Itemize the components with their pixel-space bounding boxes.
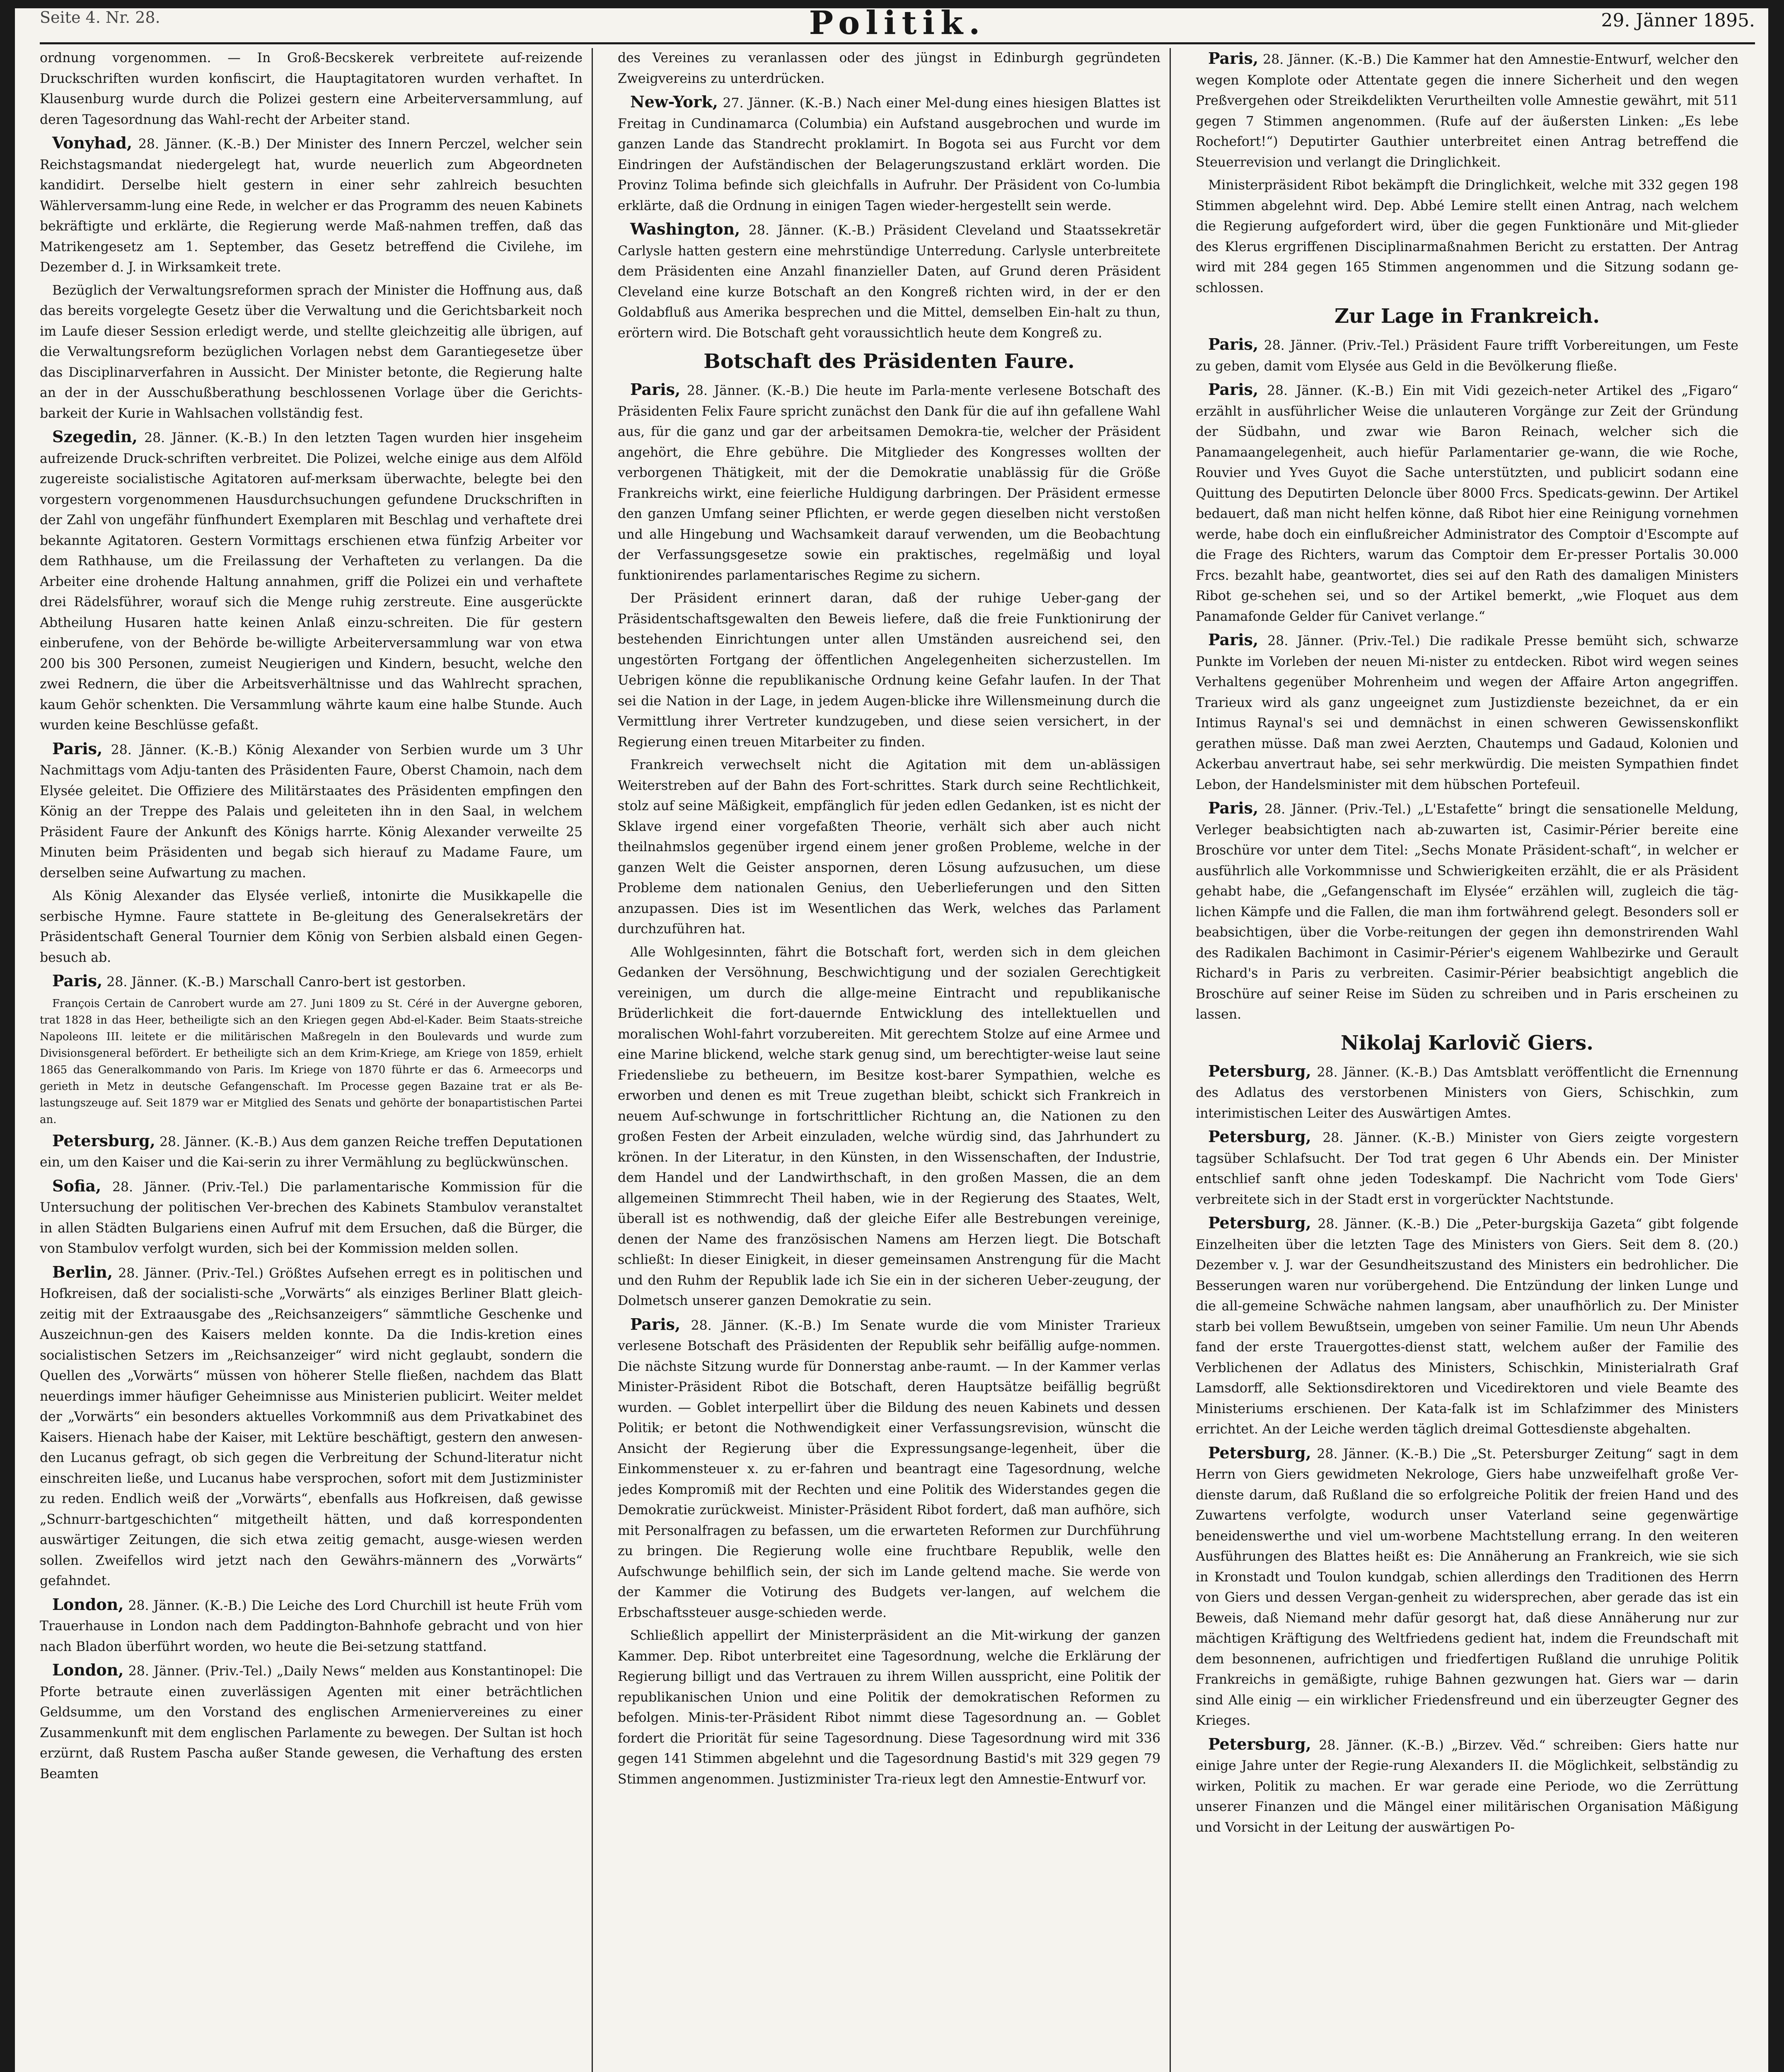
dateline: London,: [52, 1661, 124, 1679]
dateline: Paris,: [1208, 799, 1259, 817]
article-text: 28. Jänner. (K.-B.) Ein mit Vidi gezeich-neter Artikel des „Figaro“ erzählt in ausführlicher Weise die unlauteren Vorgänge zur Zeit der Gründung der Südbahn, und zwar wie Baron Reinach, welcher sich die Panamaangelegenheit, auch hiefür Parlamentarier ge-wann, die wie Roche, Rouvier und Yves Guyot die Sache unterstützten, und publicirt sodann eine Quittung des Deputirten Deloncle über 8000 Frcs. Spedicats-gewinn. Der Artikel bedauert, daß man nicht helfen könne, daß Ribot hier eine Reinigung vornehmen werde, habe doch ein einflußreicher Administrator des Comptoir d'Escompte auf die Frage des Richters, warum das Comptoir dem Er-presser Portalis 30.000 Frcs. bezahlt habe, geantwortet, dies sei auf den Rath des damaligen Ministers Ribot ge-schehen sei, und so der Artikel bemerkt, „wie Floquet aus dem Panamafonde Gelder für Canivet verlange.“: [1196, 383, 1738, 624]
article-text: 28. Jänner. (K.-B.) „Birzev. Věd.“ schreiben: Giers hatte nur einige Jahre unter der Regie-rung Alexanders II. die Möglichkeit, selbständig zu wirken, Politik zu machen. Er war gerade eine Periode, wo die Zerrüttung unserer Finanzen und die Mängel einer militärischen Organisation Mäßigung und Vorsicht in der Leitung der auswärtigen Po-: [1196, 1738, 1738, 1835]
dateline: Petersburg,: [52, 1131, 155, 1150]
dateline: Szegedin,: [52, 427, 138, 446]
article-text: 28. Jänner. (K.-B.) Die „Peter-burgskija Gazeta“ gibt folgende Einzelheiten über die letzten Tage des Ministers von Giers. Seit dem 8. (20.) Dezember v. J. war der Gesundheitszustand des Ministers ein bedrohlicher. Die Besserungen waren nur vorübergehend. Die Entzündung der linken Lunge und die all-gemeine Schwäche nahmen langsam, aber unaufhörlich zu. Der Minister starb bei vollem Bewußtsein, umgeben von seiner Familie. Um neun Uhr Abends fand der erste Trauergottes-dienst statt, welchem außer der Familie des Verblichenen der Adlatus des Ministers, Schischkin, Ministerialrath Graf Lamsdorff, alle Sektionsdirektoren und Vicedirektoren und viele Beamte des Ministeriums erschienen. Der Kata-falk ist im Schlafzimmer des Ministers errichtet. An der Leiche werden täglich dreimal Gottesdienste abgehalten.: [1196, 1217, 1738, 1437]
article-paragraph: [618, 1314, 1160, 1624]
dateline: Paris,: [1208, 630, 1259, 649]
column-3-middle: [1196, 334, 1738, 1025]
article-text: 28. Jänner. (K.-B.) In den letzten Tagen wurden hier insgeheim aufreizende Druck-schriften verbreitet. Die Polizei, welche einige aus dem Alföld zugereiste socialistische Agitatoren auf-merksam überwachte, belegte bei den vorgestern vorgenommenen Hausdurchsuchungen gefundene Druckschriften in der Zahl von ungefähr fünfhundert Exemplaren mit Beschlag und verhaftete drei bekannte Agitatoren. Gestern Vormittags erschienen etwa fünfzig Arbeiter vor dem Rathhause, um die Freilassung der Verhafteten zu verlangen. Da die Arbeiter eine drohende Haltung annahmen, griff die Polizei ein und verhaftete drei Rädelsführer, worauf sich die Menge ruhig zerstreute. Eine ausgerückte Abtheilung Husaren hatte keinen Anlaß einzu-schreiten. Die für gestern einberufene, von der Behörde be-willigte Arbeiterversammlung war von etwa 200 bis 300 Personen, zumeist Neugierigen und Kindern, besucht, welche den zwei Rednern, die über die Arbeitsverhältnisse und das Wahlrecht sprachen, kaum Gehör schenkten. Die Versammlung währte kaum eine halbe Stunde. Auch wurden keine Beschlüsse gefaßt.: [40, 431, 583, 733]
article-paragraph: [1196, 175, 1738, 298]
article-paragraph: [40, 281, 583, 424]
dateline: Petersburg,: [1208, 1443, 1311, 1462]
dateline: Sofia,: [52, 1176, 102, 1195]
article-paragraph: [618, 755, 1160, 940]
column-divider: [592, 48, 593, 2072]
article-text: Als König Alexander das Elysée verließ, intonirte die Musikkapelle die serbische Hymne. Faure stattete in Be-gleitung des Generalsekretärs der Präsidentschaft General Tournier dem König von Serbien alsbald einen Gegen-besuch ab.: [40, 888, 583, 965]
article-text: 28. Jänner. (Priv.-Tel.) Größtes Aufsehen erregt es in politischen und Hofkreisen, daß der socialisti-sche „Vorwärts“ als einziges Berliner Blatt gleich-zeitig mit der Extraausgabe des „Reichsanzeigers“ sämmtliche Geschenke und Auszeichnun-gen des Kaisers melden konnte. Da die Indis-kretion eines socialistischen Setzers im „Reichsanzeiger“ wird nicht geglaubt, sondern die Quellen des „Vorwärts“ müssen von höherer Stelle fließen, nachdem das Blatt neuerdings immer häufiger Geheimnisse aus Ministerien publicirt. Weiter meldet der „Vorwärts“ ein besonders aktuelles Vorkommniß aus dem Privatkabinet des Kaisers. Hienach habe der Kaiser, mit Lektüre beschäftigt, gestern den anwesen-den Lucanus gefragt, ob sich gegen die Verbreitung der Schund-literatur nicht einschreiten ließe, und Lucanus habe versprochen, sofort mit dem Justizminister zu reden. Endlich weiß der „Vorwärts“, ebenfalls aus Hofkreisen, daß gewisse „Schnurr-bartgeschichten“ mitgetheilt hätten, und daß korrespondenten auswärtiger Zeitungen, die sich etwa zeitig gemacht, ausge-wiesen werden sollen. Zweifellos wird jetzt nach den Gewährs-männern des „Vorwärts“ gefahndet.: [40, 1266, 583, 1588]
article-paragraph: [40, 426, 583, 736]
article-text: 28. Jänner. (K.-B.) König Alexander von Serbien wurde um 3 Uhr Nachmittags vom Adju-tanten des Präsidenten Faure, Oberst Chamoin, nach dem Elysée geleitet. Die Offiziere des Militärstaates des Präsidenten empfingen den König an der Treppe des Palais und geleiteten ihn in den Saal, in welchem Präsident Faure der Ankunft des Königs harrte. König Alexander verweilte 25 Minuten beim Präsidenten und begab sich hierauf zu Madame Faure, um derselben seine Aufwartung zu machen.: [40, 742, 583, 881]
article-paragraph: [1196, 1213, 1738, 1440]
section-heading: Nikolaj Karlovič Giers.: [1340, 1031, 1593, 1055]
dateline: Paris,: [1208, 49, 1259, 68]
article-text: 28. Jänner. (K.-B.) Minister von Giers zeigte vorgestern tagsüber Schlafsucht. Der Tod trat gegen 6 Uhr Abends ein. Der Minister entschlief sanft ohne jeden Todeskampf. Die Nachricht vom Tode Giers' verbreitete sich in der Stadt erst in vorgerückter Nachtstunde.: [1196, 1130, 1738, 1207]
article-paragraph: [40, 48, 583, 130]
article-paragraph: [40, 133, 583, 278]
article-text: 28. Jänner. (Priv.-Tel.) „L'Estafette“ bringt die sensationelle Meldung, Verleger beabsichtigten nach ab-zuwarten ist, Casimir-Périer bereite eine Broschüre vor unter dem Titel: „Sechs Monate Präsident-schaft“, in welcher er ausführlich alle Vorkommnisse und Schwierigkeiten erzählt, die er als Präsident gehabt habe, die „Gefangenschaft im Elysée“ erzählen will, zugleich die täg-lichen Kämpfe und die Fallen, die man ihm fortwährend gelegt. Besonders soll er beabsichtigen, über die Vorbe-reitungen der gegen ihn demonstrirenden Wahl des Radikalen Bachimont in Casimir-Périer's eigenem Wahlbezirke und Gerault Richard's in Paris zu verbreiten. Casimir-Périer beabsichtigt angeblich die Broschüre auf seiner Reise im Süden zu schreiben und in Paris erscheinen zu lassen.: [1196, 802, 1738, 1022]
article-paragraph: [618, 379, 1160, 586]
dateline: Petersburg,: [1208, 1127, 1311, 1146]
article-paragraph: [1196, 1061, 1738, 1124]
article-text: 28. Jänner. (K.-B.) Die heute im Parla-mente verlesene Botschaft des Präsidenten Felix Faure spricht zunächst den Dank für die auf ihn gefallene Wahl aus, für die ganz und gar der arbeitsamen Demokra-tie, welcher der Präsident angehört, die Ehre gebühre. Die Mitglieder des Kongresses wollten der verborgenen Thätigkeit, mit der die Demokratie unablässig für die Größe Frankreichs wirkt, eine feierliche Huldigung darbringen. Der Präsident ermesse den ganzen Umfang seiner Pflichten, er werde gegen dieselben nicht verstoßen und alle Hingebung und Wachsamkeit darauf verwenden, um die Beobachtung der Verfassungsgesetze sowie ein praktisches, regelmäßig und loyal funktionirendes parlamentarisches Regime zu sichern.: [618, 383, 1160, 583]
header-rule: [40, 42, 1755, 44]
article-text: 28. Jänner. (Priv.-Tel.) Die parlamentarische Kommission für die Untersuchung der politischen Ver-brechen des Kabinets Stambulov veranstaltet in allen Städten Bulgariens einen Aufruf mit dem Ersuchen, daß die Bürger, die von Stambulov verfolgt wurden, sich bei der Kommission melden sollen.: [40, 1179, 583, 1256]
article-paragraph: [1196, 1443, 1738, 1731]
article-paragraph: [1196, 1734, 1738, 1838]
article-text: 28. Jänner. (K.-B.) Im Senate wurde die vom Minister Trarieux verlesene Botschaft des Präsidenten der Republik sehr beifällig aufge-nommen. Die nächste Sitzung wurde für Donnerstag anbe-raumt. — In der Kammer verlas Minister-Präsident Ribot die Botschaft, deren Hauptsätze beifällig begrüßt wurden. — Goblet interpellirt über die Bildung des neuen Kabinets und dessen Politik; er betont die Nothwendigkeit einer Verfassungsrevision, wünscht die Ansicht der Regierung über die Expressungsange-legenheit, über die Einkommensteuer x. zu er-fahren und beantragt eine Tagesordnung, welche jedes Kompromiß mit der Rechten und eine Politik des Widerstandes gegen die Demokratie zurückweist. Minister-Präsident Ribot fordert, daß man aufhöre, sich mit Personalfragen zu befassen, um die erwarteten Reformen zur Durchführung zu bringen. Die Regierung wolle eine fruchtbare Republik, welle den Aufschwunge behilflich sein, der sich im Lande geltend mache. Sie werde von der Kammer die Votirung des Budgets ver-langen, auf welchem die Erbschaftssteuer ausge-schieden werde.: [618, 1318, 1160, 1620]
newspaper-page: [15, 8, 1768, 2072]
article-text: 28. Jänner. (K.-B.) Präsident Cleveland und Staatssekretär Carlysle hatten gestern eine mehrstündige Unterredung. Carlysle unterbreitete dem Präsidenten eine Anzahl finanzieller Daten, auf Grund deren Präsident Cleveland eine kurze Botschaft an den Kongreß richten wird, in der er den Goldabfluß aus Amerika besprechen und die Mittel, demselben Ein-halt zu thun, erörtern wird. Die Botschaft geht voraussichtlich heute dem Kongreß zu.: [618, 223, 1160, 341]
article-text: Der Präsident erinnert daran, daß der ruhige Ueber-gang der Präsidentschaftsgewalten den Beweis liefere, daß die freie Funktionirung der bestehenden Einrichtungen unter allen Umständen ausreichend sei, den ungestörten Fortgang der öffentlichen Angelegenheiten sicherzustellen. Im Uebrigen könne die republikanische Ordnung keine Gefahr laufen. In der That sei die Nation in der Lage, in jedem Augen-blicke ihre Willensmeinung durch die Vermittlung ihrer Vertreter kundzugeben, und diese seien versichert, in der Regierung einen treuen Mitarbeiter zu finden.: [618, 591, 1160, 750]
article-text: Ministerpräsident Ribot bekämpft die Dringlichkeit, welche mit 332 gegen 198 Stimmen abgelehnt wird. Dep. Abbé Lemire stellt einen Antrag, nach welchem die Regierung aufgefordert wird, über die gegen Funktionäre und Mit-glieder des Klerus ergriffenen Disciplinarmaßnahmen Bericht zu erstatten. Der Antrag wird mit 284 gegen 165 Stimmen angenommen und die Sitzung sodann ge-schlossen.: [1196, 178, 1738, 295]
article-paragraph: [618, 942, 1160, 1312]
article-text: Alle Wohlgesinnten, fährt die Botschaft fort, werden sich in dem gleichen Gedanken der Versöhnung, Beschwichtigung und der sozialen Gerechtigkeit vereinigen, um durch die allge-meine Eintracht und republikanische Brüderlichkeit die fort-dauernde Entwicklung des intellektuellen und moralischen Wohl-fahrt vorzubereiten. Mit gerechtem Stolze auf eine Armee und eine Marine blickend, welche stark genug sind, um berechtigter-weise laut seine Friedensliebe zu betheuern, im Besitze kost-barer Sympathien, welche es erworben und denen es mit Treue zugethan bleibt, schickt sich Frankreich in neuem Auf-schwunge in fortschrittlicher Richtung an, die Nationen zu den großen Festen der Arbeit einzuladen, welche würdig sind, das Jahrhundert zu krönen. In der Literatur, in den Künsten, in den Wissenschaften, der Industrie, dem Handel und der Landwirthschaft, in den großen Massen, die an dem allgemeinen Stimmrecht Theil haben, wie in der Regierung des Staates, Welt, überall ist es nothwendig, daß der gleiche Eifer alle Bestrebungen vereinige, denen der Name des französischen Namens am Herzen liegt. Die Botschaft schließt: In dieser Einigkeit, in dieser gemeinsamen Anstrengung für die Macht und den Ruhm der Republik lade ich Sie ein in der sicheren Ueber-zeugung, der Dolmetsch unserer ganzen Demokratie zu sein.: [618, 944, 1160, 1308]
column-2: [618, 48, 1160, 2072]
article-text: des Vereines zu veranlassen oder des jüngst in Edinburgh gegründeten Zweigvereins zu unterdrücken.: [618, 51, 1160, 86]
article-paragraph: [1196, 798, 1738, 1025]
column-3-top: [1196, 48, 1738, 298]
article-text: Bezüglich der Verwaltungsreformen sprach der Minister die Hoffnung aus, daß das bereits vorgelegte Gesetz über die Verwaltung und die Gerichtsbarkeit noch im Laufe dieser Session erledigt werde, und stellte gleichzeitig alle übrigen, auf die Verwaltungsreform bezüglichen Vorlagen nebst dem Garantiegesetze über das Disciplinarverfahren in Aussicht. Der Minister betonte, die Regierung halte an der in der Ausschußberathung beschlossenen Vorlage über die Gerichts-barkeit der Kurie in Wahlsachen vollständig fest.: [40, 283, 583, 421]
dateline: Paris,: [52, 739, 103, 758]
article-paragraph: [40, 1130, 583, 1173]
article-paragraph: [40, 738, 583, 884]
article-paragraph: [618, 588, 1160, 753]
article-paragraph: [618, 1626, 1160, 1790]
page-number: Seite 4. Nr. 28.: [40, 8, 160, 27]
article-text: 28. Jänner. (K.-B.) Das Amtsblatt veröffentlicht die Ernennung des Adlatus des verstorbenen Ministers von Giers, Schischkin, zum interimistischen Leiter des Auswärtigen Amtes.: [1196, 1065, 1738, 1121]
dateline: Paris,: [1208, 380, 1259, 399]
article-text: 28. Jänner. (K.-B.) Die Leiche des Lord Churchill ist heute Früh vom Trauerhause in London nach dem Paddington-Bahnhofe gebracht und von hier nach Bladon überführt worden, wo heute die Bei-setzung stattfand.: [40, 1598, 583, 1654]
dateline: Washington,: [630, 220, 740, 238]
article-paragraph: [40, 1594, 583, 1658]
dateline: Petersburg,: [1208, 1734, 1311, 1753]
dateline: Petersburg,: [1208, 1213, 1311, 1232]
article-paragraph: [40, 886, 583, 968]
article-text: 28. Jänner. (Priv.-Tel.) Die radikale Presse bemüht sich, schwarze Punkte im Vorleben der neuen Mi-nister zu entdecken. Ribot wird wegen seines Verhaltens gegenüber Mohrenheim und wegen der Affaire Arton angegriffen. Trarieux wird als ganz ungeeignet zum Justizdienste bezeichnet, da er ein Intimus Raynal's sei und demnächst in einen schweren Gewissenskonflikt gerathen müsse. Daß man zwei Aerzten, Chautemps und Gadaud, Kolonien und Ackerbau anvertraut habe, sei sehr merkwürdig. Die meisten Sympathien findet Lebon, der Handelsminister mit dem hübschen Portefeuil.: [1196, 634, 1738, 792]
article-paragraph: [40, 1660, 583, 1784]
article-text: 28. Jänner. (Priv.-Tel.) „Daily News“ melden aus Konstantinopel: Die Pforte betraute einen zuverlässigen Agenten mit einer beträchtlichen Geldsumme, um den Vorstand des englischen Armeniervereines zu einer Zusammenkunft mit dem englischen Parlamente zu bewegen. Der Sultan ist hoch erzürnt, daß Rustem Pascha außer Stande gewesen, die Verhaftung des ersten Beamten: [40, 1664, 583, 1782]
dateline: New-York,: [630, 92, 718, 111]
article-paragraph: [1196, 1126, 1738, 1210]
dateline: Paris,: [630, 380, 681, 399]
article-text: Frankreich verwechselt nicht die Agitation mit dem un-ablässigen Weiterstreben auf der Bahn des Fort-schrittes. Stark durch seine Rechtlichkeit, stolz auf seine Mäßigkeit, empfänglich für jeden edlen Gedanken, ist es nicht der Sklave irgend einer vorgefaßten Theorie, verhält sich aber auch nicht theilnahmslos gegenüber irgend einem jener großen Probleme, welche in der ganzen Welt die Geister anspornen, deren Lösung aufzusuchen, um diese Probleme dem nationalen Genius, den Ueberlieferungen und den Sitten anzupassen. Dies ist im Wesentlichen das Werk, welches das Parlament durchzuführen hat.: [618, 758, 1160, 937]
article-text: Schließlich appellirt der Ministerpräsident an die Mit-wirkung der ganzen Kammer. Dep. Ribot unterbreitet eine Tagesordnung, welche die Erklärung der Regierung billigt und das Vertrauen zu ihrem Willen ausspricht, eine Politik der republikanischen Union und eine Politik der demokratischen Reformen zu befolgen. Minis-ter-Präsident Ribot nimmt diese Tagesordnung an. — Goblet fordert die Priorität für seine Tagesordnung. Diese Tagesordnung wird mit 336 gegen 141 Stimmen abgelehnt und die Tagesordnung Bastid's mit 329 gegen 79 Stimmen angenommen. Justizminister Tra-rieux legt den Amnestie-Entwurf vor.: [618, 1628, 1160, 1787]
article-paragraph: [618, 219, 1160, 344]
article-text: 28. Jänner. (K.-B.) Die Kammer hat den Amnestie-Entwurf, welcher den wegen Komplote oder Attentate gegen die innere Sicherheit und den wegen Preßvergehen oder Streikdelikten Verurtheilten volle Amnestie gewährt, mit 511 gegen 7 Stimmen angenommen. (Rufe auf der äußersten Linken: „Es lebe Rochefort!“) Deputirter Gauthier unterbreitet einen Antrag betreffend die Steuerrevision und verlangt die Dringlichkeit.: [1196, 52, 1738, 170]
dateline: Paris,: [52, 971, 103, 990]
article-paragraph: [1196, 334, 1738, 377]
article-paragraph: [1196, 379, 1738, 627]
dateline: Vonyhad,: [52, 133, 133, 152]
article-text: 28. Jänner. (K.-B.) Aus dem ganzen Reiche treffen Deputationen ein, um den Kaiser und die Kai-serin zu ihrer Vermählung zu beglückwünschen.: [40, 1134, 583, 1170]
dateline: London,: [52, 1595, 124, 1614]
section-heading: Botschaft des Präsidenten Faure.: [703, 350, 1075, 373]
article-text: ordnung vorgenommen. — In Groß-Becskerek verbreitete auf-reizende Druckschriften wurden konfiscirt, die Hauptagitatoren wurden verhaftet. In Klausenburg wurde durch die Polizei gestern eine Arbeiterversammlung, auf deren Tagesordnung das Wahl-recht der Arbeiter stand.: [40, 51, 583, 127]
article-text: 28. Jänner. (K.-B.) Die „St. Petersburger Zeitung“ sagt in dem Herrn von Giers gewidmeten Nekrologe, Giers habe unzweifelhaft große Ver-dienste darum, daß Rußland die so erfolgreiche Politik der freien Hand und des Zuwartens verfolgte, wodurch unser Vaterland seine gegenwärtige beneidenswerthe und viel um-worbene Machtstellung errang. In den weiteren Ausführungen des Blattes heißt es: Die Annäherung an Frankreich, wie sie sich in Kronstadt und Toulon kundgab, schien allerdings den Traditionen des Herrn von Giers und dessen Vergan-genheit zu widersprechen, aber gerade das ist ein Beweis, daß Niemand mehr dafür gesorgt hat, daß diese Annäherung nur zur mächtigen Kräftigung des Weltfriedens gedient hat, indem die Freundschaft mit dem besonnenen, aufrichtigen und friedfertigen Rußland die unruhige Politik Frankreichs in gemäßigte, ruhige Bahnen gezwungen hat. Giers war — darin sind Alle einig — ein wirklicher Friedensfreund und ein überzeugter Gegner des Krieges.: [1196, 1446, 1738, 1728]
column-divider: [1170, 48, 1171, 2072]
column-2-top: [618, 48, 1160, 344]
section-heading: Zur Lage in Frankreich.: [1334, 305, 1600, 328]
article-text: 28. Jänner. (K.-B.) Der Minister des Innern Perczel, welcher sein Reichstagsmandat niedergelegt hat, wurde neuerlich zum Abgeordneten kandidirt. Derselbe hielt gestern in einer sehr zahlreich besuchten Wählerversamm-lung eine Rede, in welcher er das Programm des neuen Kabinets bekräftigte und erklärte, die Regierung werde Maß-nahmen treffen, daß das Matrikengesetz am 1. September, das Gesetz betreffend die Civilehe, im Dezember d. J. in Wirksamkeit trete.: [40, 137, 583, 275]
dateline: Paris,: [630, 1314, 681, 1334]
dateline: Petersburg,: [1208, 1061, 1311, 1080]
column-2-articles: [618, 379, 1160, 1790]
dateline: Berlin,: [52, 1262, 113, 1281]
masthead-title: Politik.: [809, 8, 986, 41]
article-paragraph: [1196, 629, 1738, 795]
dateline: Paris,: [1208, 335, 1259, 353]
article-paragraph: [618, 92, 1160, 216]
article-paragraph: [1196, 48, 1738, 173]
article-paragraph: [618, 48, 1160, 89]
article-text: François Certain de Canrobert wurde am 27. Juni 1809 zu St. Céré in der Auvergne geboren, trat 1828 in das Heer, betheiligte sich an den Kriegen gegen Abd-el-Kader. Beim Staats-streiche Napoleons III. leitete er die militärischen Maßregeln in den Boulevards und wurde zum Divisionsgeneral befördert. Er betheiligte sich an dem Krim-Kriege, am Kriege von 1859, erhielt 1865 das Generalkommando von Paris. Im Kriege von 1870 führte er das 6. Armeecorps und gerieth in Metz in deutsche Gefangenschaft. Im Processe gegen Bazaine trat er als Be-lastungszeuge auf. Seit 1879 war er Mitglied des Senats und gehörte der bonapartistischen Partei an.: [40, 997, 583, 1126]
column-1: [40, 48, 583, 2072]
article-text: 28. Jänner. (K.-B.) Marschall Canro-bert ist gestorben.: [106, 975, 466, 990]
article-paragraph: [40, 1262, 583, 1592]
column-3: [1196, 48, 1738, 2072]
article-paragraph: [40, 971, 583, 993]
article-text: 28. Jänner. (Priv.-Tel.) Präsident Faure trifft Vorbereitungen, um Feste zu geben, damit vom Elysée aus Geld in die Bevölkerung fließe.: [1196, 338, 1738, 374]
column-3-bottom: [1196, 1061, 1738, 1838]
issue-date: 29. Jänner 1895.: [1601, 10, 1755, 31]
article-paragraph: [40, 1176, 583, 1259]
article-text: 27. Jänner. (K.-B.) Nach einer Mel-dung eines hiesigen Blattes ist Freitag in Cundinamarca (Columbia) ein Aufstand ausgebrochen und wurde im ganzen Lande das Standrecht proklamirt. In Bogota sei aus Furcht vor dem Eindringen der Aufständischen der Belagerungszustand erklärt worden. Die Provinz Tolima befinde sich gleichfalls in Aufruhr. Der Präsident von Co-lumbia erklärte, daß die Ordnung in einigen Tagen wieder-hergestellt sein werde.: [618, 96, 1160, 213]
article-footnote: [40, 995, 583, 1128]
